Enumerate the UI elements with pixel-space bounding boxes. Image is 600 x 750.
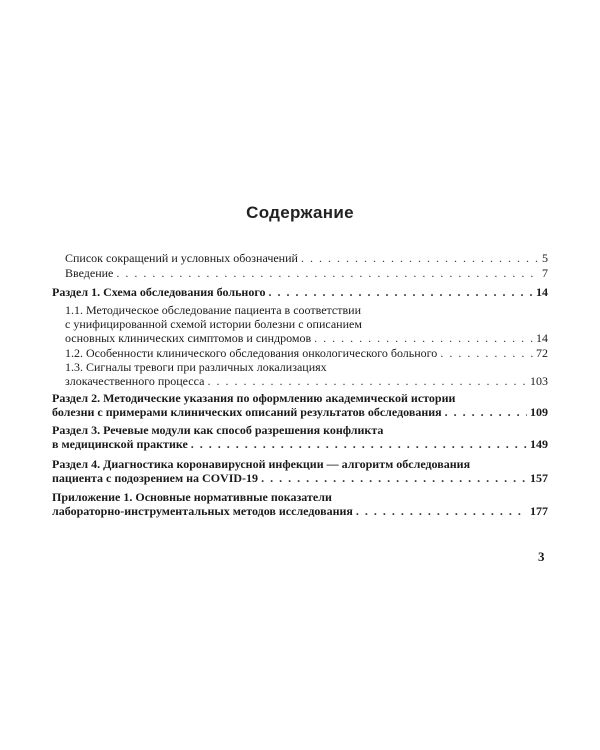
leader-dots: [207, 374, 527, 388]
toc-page-number: 103: [530, 374, 548, 388]
page-title: Содержание: [246, 203, 354, 222]
toc-entry-text: Введение: [65, 266, 114, 280]
leader-dots: [261, 471, 527, 485]
toc-entry-appendix-1[interactable]: [52, 490, 548, 518]
toc-entry-text: Раздел 4. Диагностика коронавирусной инфекции — алгоритм обследования: [52, 457, 471, 471]
toc-page-number: 177: [530, 504, 548, 518]
toc-entry-text: злокачественного процесса: [65, 374, 205, 388]
leader-dots: [301, 251, 539, 265]
toc-entry-text: Приложение 1. Основные нормативные показатели: [52, 490, 332, 504]
toc-page-number: 72: [536, 346, 548, 360]
toc-entry-text: с унифицированной схемой истории болезни с описанием: [65, 317, 362, 331]
toc-entry-abbreviations[interactable]: [65, 251, 548, 265]
toc-entry-text: болезни с примерами клинических описаний результатов обследования: [52, 405, 442, 419]
toc-entry-section-4[interactable]: [52, 457, 548, 485]
toc-entry-text: Раздел 1. Схема обследования больного: [52, 285, 266, 299]
toc-entry-text: Раздел 2. Методические указания по оформлению академической истории: [52, 391, 456, 405]
toc-entry-text: лабораторно-инструментальных методов исследования: [52, 504, 353, 518]
toc-entry-section-1[interactable]: [52, 285, 548, 299]
leader-dots: [191, 437, 527, 451]
toc-entry-text: Список сокращений и условных обозначений: [65, 251, 298, 265]
toc-page-number: 5: [542, 251, 548, 265]
toc-page-number: 157: [530, 471, 548, 485]
leader-dots: [116, 266, 539, 280]
leader-dots: [314, 331, 533, 345]
toc-entry-text: 1.2. Особенности клинического обследования онкологического больного: [65, 346, 438, 360]
leader-dots: [440, 346, 533, 360]
toc-page-number: 109: [530, 405, 548, 419]
leader-dots: [268, 285, 533, 299]
toc-entry-text: основных клинических симптомов и синдромов: [65, 331, 312, 345]
toc-entry-section-2[interactable]: [52, 391, 548, 419]
toc-entry-text: Раздел 3. Речевые модули как способ разрешения конфликта: [52, 423, 384, 437]
toc-entry-1-2[interactable]: [65, 346, 548, 360]
toc-entry-section-3[interactable]: [52, 423, 548, 451]
toc-page-number: 14: [536, 331, 548, 345]
toc-entry-introduction[interactable]: [65, 266, 548, 280]
toc-entry-1-1[interactable]: [65, 303, 548, 345]
toc-entry-text: пациента с подозрением на COVID-19: [52, 471, 259, 485]
page-number: 3: [538, 549, 545, 564]
leader-dots: [356, 504, 527, 518]
toc-page-number: 7: [542, 266, 548, 280]
toc-entry-text: 1.3. Сигналы тревоги при различных локализациях: [65, 360, 327, 374]
toc-page-number: 14: [536, 285, 548, 299]
leader-dots: [445, 405, 527, 419]
toc-entry-text: в медицинской практике: [52, 437, 188, 451]
toc-entry-1-3[interactable]: [65, 360, 548, 388]
toc-page-number: 149: [530, 437, 548, 451]
toc-entry-text: 1.1. Методическое обследование пациента в соответствии: [65, 303, 362, 317]
